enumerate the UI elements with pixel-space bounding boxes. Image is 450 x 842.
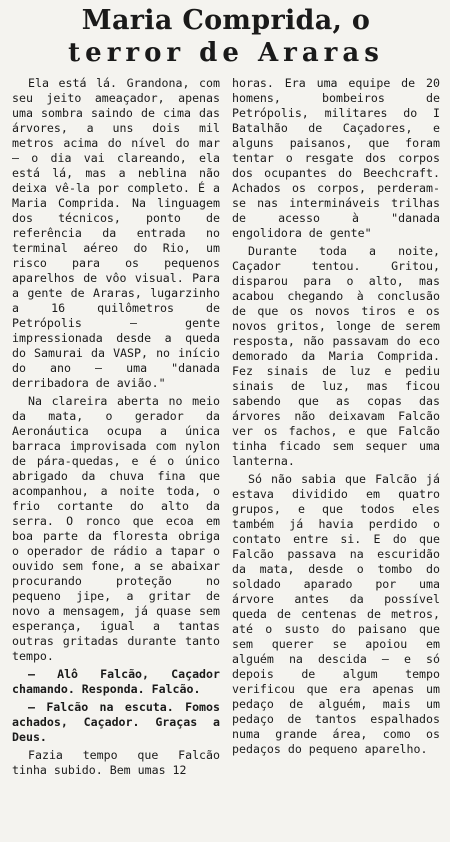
paragraph: Na clareira aberta no meio da mata, o gerador da Aeronáutica ocupa a única barraca improvisada com nylon de pára-quedas, e é o único abrigado da chuva fina que acompanhou, a noite toda, o frio cortante do alto da serra. O ronco que ecoa em boa parte da floresta obriga o operador de rádio a tapar o ouvido sem fone, a se abaixar procurando proteção no pequeno jipe, a gritar de novo a mensagem, já quase sem esperança, igual a tantas outras gritadas durante tanto tempo.: [12, 394, 220, 663]
column-left: [12, 76, 220, 781]
paragraph: Fazia tempo que Falcão tinha subido. Bem umas 12: [12, 748, 220, 777]
dialogue-line: — Alô Falcão, Caçador chamando. Responda. Falcão.: [12, 667, 220, 696]
paragraph: Ela está lá. Grandona, com seu jeito ameaçador, apenas uma sombra saindo de cima das árvores, a uns dois mil metros acima do nível do mar — o dia vai clareando, ela está lá, mas a neblina não deixa vê-la por completo. É a Maria Comprida. Na linguagem dos técnicos, ponto de referência da entrada no terminal aéreo do Rio, um risco para os pequenos aparelhos de vôo visual. Para a gente de Araras, lugarzinho a 16 quilômetros de Petrópolis — gente impressionada desde a queda do Samurai da VASP, no início do ano — uma "danada derribadora de avião.": [12, 76, 220, 390]
headline-line-2: terror de Araras: [68, 38, 384, 68]
column-right: [232, 76, 440, 781]
article-body: [12, 76, 440, 781]
dialogue-line: — Falcão na escuta. Fomos achados, Caçador. Graças a Deus.: [12, 700, 220, 744]
paragraph: Durante toda a noite, Caçador tentou. Gritou, disparou para o alto, mas acabou chegando à conclusão de que os novos tiros e os novos gritos, longe de serem resposta, não passavam do eco demorado da Maria Comprida. Fez sinais de luz e pediu sinais de luz, mas ficou sabendo que as copas das árvores não deixavam Falcão ver os fachos, e que Falcão tinha ficado sem sequer uma lanterna.: [232, 244, 440, 468]
headline-line-1: Maria Comprida, o: [81, 5, 371, 36]
paragraph: Só não sabia que Falcão já estava dividido em quatro grupos, e que todos eles também já havia perdido o contato entre si. E do que Falcão passava na escuridão da mata, desde o tombo do soldado aparado por uma árvore antes da possível queda de centenas de metros, até o susto do paisano que sem querer se apoiou em alguém na descida — e só depois de algum tempo verificou que era apenas um pedaço de alguém, mais um pedaço de tantos espalhados numa grande área, como os pedaços do pequeno aparelho.: [232, 472, 440, 756]
headline: [12, 4, 440, 70]
paragraph: horas. Era uma equipe de 20 homens, bombeiros de Petrópolis, militares do I Batalhão de Caçadores, e alguns paisanos, que foram tentar o resgate dos corpos dos ocupantes do Beechcraft. Achados os corpos, perderam-se nas intermináveis trilhas de acesso à "danada engolidora de gente": [232, 76, 440, 240]
